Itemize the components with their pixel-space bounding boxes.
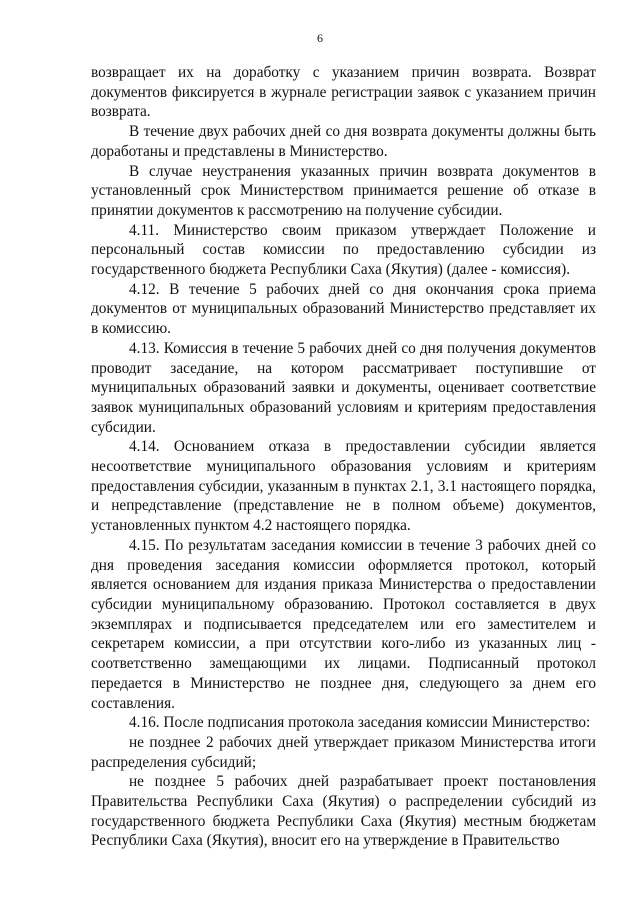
paragraph-draft-resolution: не позднее 5 рабочих дней разрабатывает проект постановления Правительства Республики Саха (Якутия) о распределении субсидий из государственного бюджета Республики Саха (Якутия) местным бюджетам Республики Саха (Якутия), вносит его на утверждение в Правительство (91, 773, 596, 850)
page-number: 6 (317, 31, 323, 45)
paragraph-4-13: 4.13. Комиссия в течение 5 рабочих дней со дня получения документов проводит заседание, на котором рассматривает поступившие от муниципальных образований заявки и документы, оценивает соответствие заявок муниципальных образований условиям и критериям предоставления субсидии. (91, 339, 596, 436)
paragraph-return-continuation: возвращает их на доработку с указанием причин возврата. Возврат документов фиксируется в журнале регистрации заявок с указанием причин возврата. (91, 64, 596, 121)
paragraph-revision-deadline: В течение двух рабочих дней со дня возврата документы должны быть доработаны и представлены в Министерство. (91, 123, 596, 160)
paragraph-approve-results: не позднее 2 рабочих дней утверждает приказом Министерства итоги распределения субсидий; (91, 733, 596, 771)
paragraph-4-14: 4.14. Основанием отказа в предоставлении субсидии является несоответствие муниципального образования условиям и критериям предоставления субсидии, указанным в пунктах 2.1, 3.1 настоящего порядка, и непредставление (представление не в полном объеме) документов, установленных пунктом 4.2 настоящего порядка. (91, 438, 596, 535)
paragraph-4-11: 4.11. Министерство своим приказом утверждает Положение и персональный состав комиссии по предоставлению субсидии из государственного бюджета Республики Саха (Якутия) (далее - комиссия). (91, 221, 596, 279)
paragraph-4-16: 4.16. После подписания протокола заседания комиссии Министерство: (129, 714, 591, 732)
paragraph-4-12: 4.12. В течение 5 рабочих дней со дня окончания срока приема документов от муниципальных образований Министерство представляет их в комиссию. (91, 280, 596, 338)
document-body (91, 63, 596, 851)
paragraph-4-15: 4.15. По результатам заседания комиссии в течение 3 рабочих дней со дня проведения заседания комиссии оформляется протокол, который является основанием для издания приказа Министерства о предоставлении субсидии муниципальному образованию. Протокол составляется в двух экземплярах и подписывается председателем или его заместителем и секретарем комиссии, а при отсутствии кого-либо из указанных лиц - соответственно замещающими их лицами. Подписанный протокол передается в Министерство не позднее дня, следующего за днем его составления. (91, 536, 596, 712)
paragraph-refusal-decision: В случае неустранения указанных причин возврата документов в установленный срок Министерством принимается решение об отказе в принятии документов к рассмотрению на получение субсидии. (91, 162, 596, 219)
